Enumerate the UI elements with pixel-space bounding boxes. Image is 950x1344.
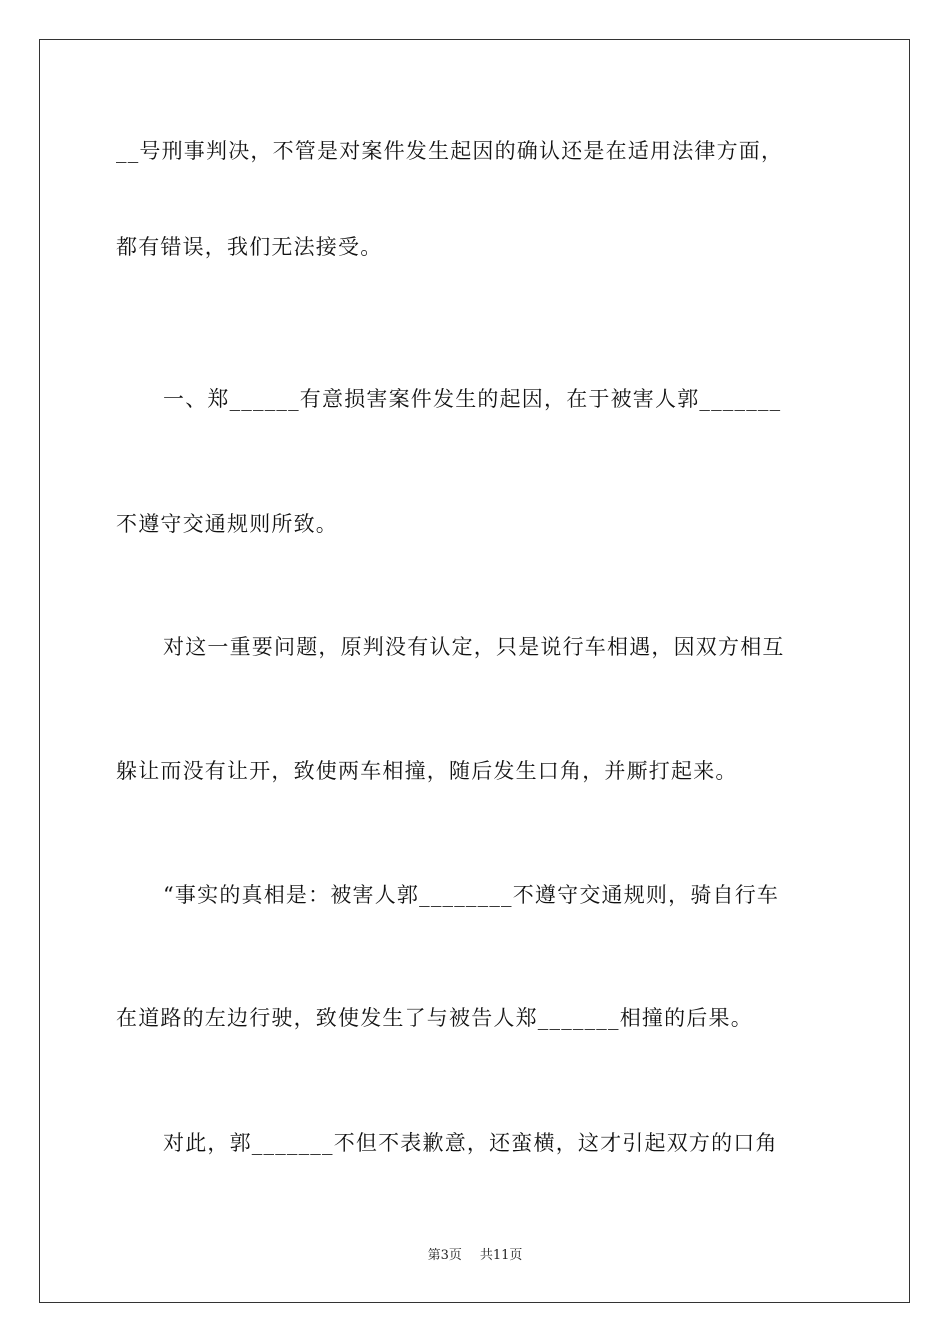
- page-footer: [0, 1247, 950, 1265]
- paragraph-line-4: 不遵守交通规则所致。: [116, 512, 338, 536]
- page-border: [39, 39, 910, 1303]
- paragraph-line-5: 对这一重要问题，原判没有认定，只是说行车相遇，因双方相互: [163, 635, 785, 659]
- paragraph-line-7: “事实的真相是：被害人郭________不遵守交通规则，骑自行车: [163, 883, 780, 907]
- total-pages: 共11页: [479, 1248, 523, 1263]
- paragraph-line-6: 躲让而没有让开，致使两车相撞，随后发生口角，并厮打起来。: [116, 759, 738, 783]
- paragraph-line-3: 一、郑______有意损害案件发生的起因，在于被害人郭_______: [163, 387, 782, 411]
- paragraph-line-1: __号刑事判决，不管是对案件发生起因的确认还是在适用法律方面，: [116, 139, 784, 163]
- paragraph-line-2: 都有错误，我们无法接受。: [116, 235, 383, 259]
- page-number: 第3页: [427, 1248, 462, 1263]
- paragraph-line-8: 在道路的左边行驶，致使发生了与被告人郑_______相撞的后果。: [116, 1006, 753, 1030]
- paragraph-line-9: 对此，郭_______不但不表歉意，还蛮横，这才引起双方的口角: [163, 1131, 778, 1155]
